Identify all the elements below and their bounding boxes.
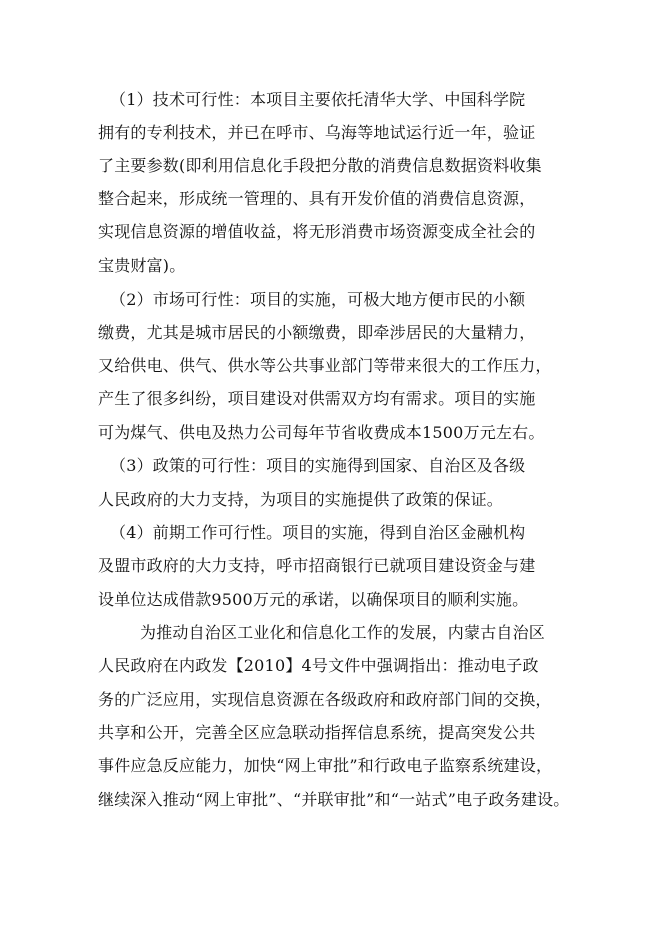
paragraph-line: 务的广泛应用，实现信息资源在各级政府和政府部门间的交换， [98, 690, 552, 709]
paragraph-line: 为推动自治区工业化和信息化工作的发展，内蒙古自治区 [140, 623, 546, 642]
paragraph-line: 缴费，尤其是城市居民的小额缴费，即牵涉居民的大量精力， [98, 323, 536, 342]
paragraph-line: 产生了很多纠纷，项目建设对供需双方均有需求。项目的实施 [98, 389, 536, 408]
paragraph-line: 及盟市政府的大力支持，呼市招商银行已就项目建设资金与建 [98, 556, 536, 575]
paragraph-line: 了主要参数(即利用信息化手段把分散的消费信息数据资料收集 [98, 156, 542, 175]
paragraph-line: （2）市场可行性：项目的实施，可极大地方便市民的小额 [110, 290, 526, 309]
paragraph-line: 又给供电、供气、供水等公共事业部门等带来很大的工作压力， [98, 356, 552, 375]
paragraph-line: 人民政府的大力支持，为项目的实施提供了政策的保证。 [98, 490, 504, 509]
paragraph-line: 设单位达成借款9500万元的承诺，以确保项目的顺利实施。 [98, 590, 529, 609]
paragraph-line: 宝贵财富)。 [98, 256, 186, 275]
paragraph-line: 人民政府在内政发【2010】4号文件中强调指出：推动电子政 [98, 656, 539, 675]
paragraph-line: 整合起来，形成统一管理的、具有开发价值的消费信息资源， [98, 189, 536, 208]
paragraph-line: 继续深入推动“网上审批”、“并联审批”和“一站式”电子政务建设。 [98, 790, 570, 809]
paragraph-line: 实现信息资源的增值收益，将无形消费市场资源变成全社会的 [98, 222, 536, 241]
paragraph-line: （1）技术可行性：本项目主要依托清华大学、中国科学院 [110, 90, 526, 109]
paragraph-line: （3）政策的可行性：项目的实施得到国家、自治区及各级 [110, 456, 526, 475]
paragraph-line: 共享和公开，完善全区应急联动指挥信息系统，提高突发公共 [98, 723, 536, 742]
paragraph-line: 拥有的专利技术，并已在呼市、乌海等地试运行近一年，验证 [98, 123, 536, 142]
paragraph-line: （4）前期工作可行性。项目的实施，得到自治区金融机构 [110, 523, 526, 542]
paragraph-line: 事件应急反应能力，加快“网上审批”和行政电子监察系统建设， [98, 756, 553, 775]
paragraph-line: 可为煤气、供电及热力公司每年节省收费成本1500万元左右。 [98, 423, 545, 442]
